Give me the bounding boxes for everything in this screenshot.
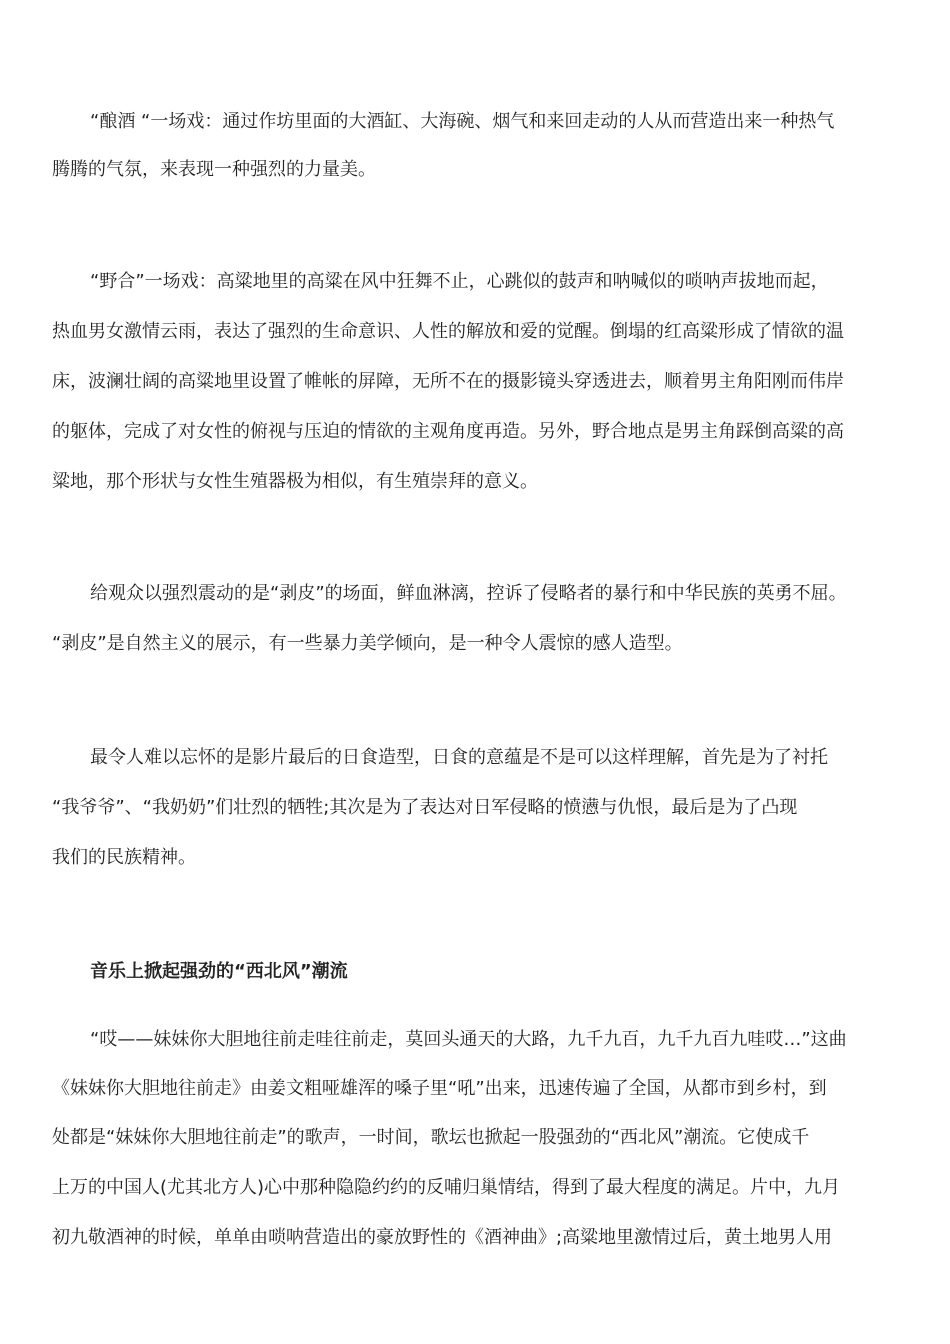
- paragraph-niangjiu-line-1: “酿酒 “一场戏：通过作坊里面的大酒缸、大海碗、烟气和来回走动的人从而营造出来一种热气: [90, 111, 835, 132]
- paragraph-yehe-line-5: 粱地，那个形状与女性生殖器极为相似，有生殖崇拜的意义。: [52, 471, 538, 492]
- paragraph-music-line-1: “哎——妹妹你大胆地往前走哇往前走，莫回头通天的大路，九千九百，九千九百九哇哎…”这曲: [90, 1029, 847, 1050]
- paragraph-yehe-line-3: 床，波澜壮阔的高粱地里设置了帷帐的屏障，无所不在的摄影镜头穿透进去，顺着男主角阳刚而伟岸: [52, 371, 844, 392]
- paragraph-yehe-line-1: “野合”一场戏：高粱地里的高粱在风中狂舞不止，心跳似的鼓声和呐喊似的唢呐声拔地而起，: [90, 271, 829, 292]
- paragraph-bopi-line-1: 给观众以强烈震动的是“剥皮”的场面，鲜血淋漓，控诉了侵略者的暴行和中华民族的英勇不屈。: [90, 583, 847, 604]
- paragraph-music-line-3: 处都是“妹妹你大胆地往前走”的歌声，一时间，歌坛也掀起一股强劲的“西北风”潮流。它使成千: [52, 1127, 810, 1148]
- paragraph-niangjiu-line-2: 腾腾的气氛，来表现一种强烈的力量美。: [52, 159, 376, 180]
- paragraph-yehe-line-2: 热血男女激情云雨，表达了强烈的生命意识、人性的解放和爱的觉醒。倒塌的红高粱形成了情欲的温: [52, 321, 844, 342]
- section-heading: 音乐上掀起强劲的“西北风”潮流: [90, 961, 348, 982]
- paragraph-rishi-line-3: 我们的民族精神。: [52, 847, 196, 868]
- paragraph-rishi-line-1: 最令人难以忘怀的是影片最后的日食造型，日食的意蕴是不是可以这样理解，首先是为了衬托: [90, 747, 828, 768]
- paragraph-music-line-4: 上万的中国人(尤其北方人)心中那种隐隐约约的反哺归巢情结，得到了最大程度的满足。片中，九月: [52, 1177, 841, 1198]
- paragraph-music-line-2: 《妹妹你大胆地往前走》由姜文粗哑雄浑的嗓子里“吼”出来，迅速传遍了全国，从都市到乡村，到: [52, 1078, 827, 1099]
- paragraph-bopi-line-2: “剥皮”是自然主义的展示，有一些暴力美学倾向，是一种令人震惊的感人造型。: [52, 633, 683, 654]
- paragraph-music-line-5: 初九敬酒神的时候，单单由唢呐营造出的豪放野性的《酒神曲》;高粱地里激情过后，黄土地男人用: [52, 1227, 833, 1248]
- paragraph-yehe-line-4: 的躯体，完成了对女性的俯视与压迫的情欲的主观角度再造。另外，野合地点是男主角踩倒高粱的高: [52, 421, 844, 442]
- paragraph-rishi-line-2: “我爷爷”、“我奶奶”们壮烈的牺牲;其次是为了表达对日军侵略的愤懑与仇恨，最后是为了凸现: [52, 797, 798, 818]
